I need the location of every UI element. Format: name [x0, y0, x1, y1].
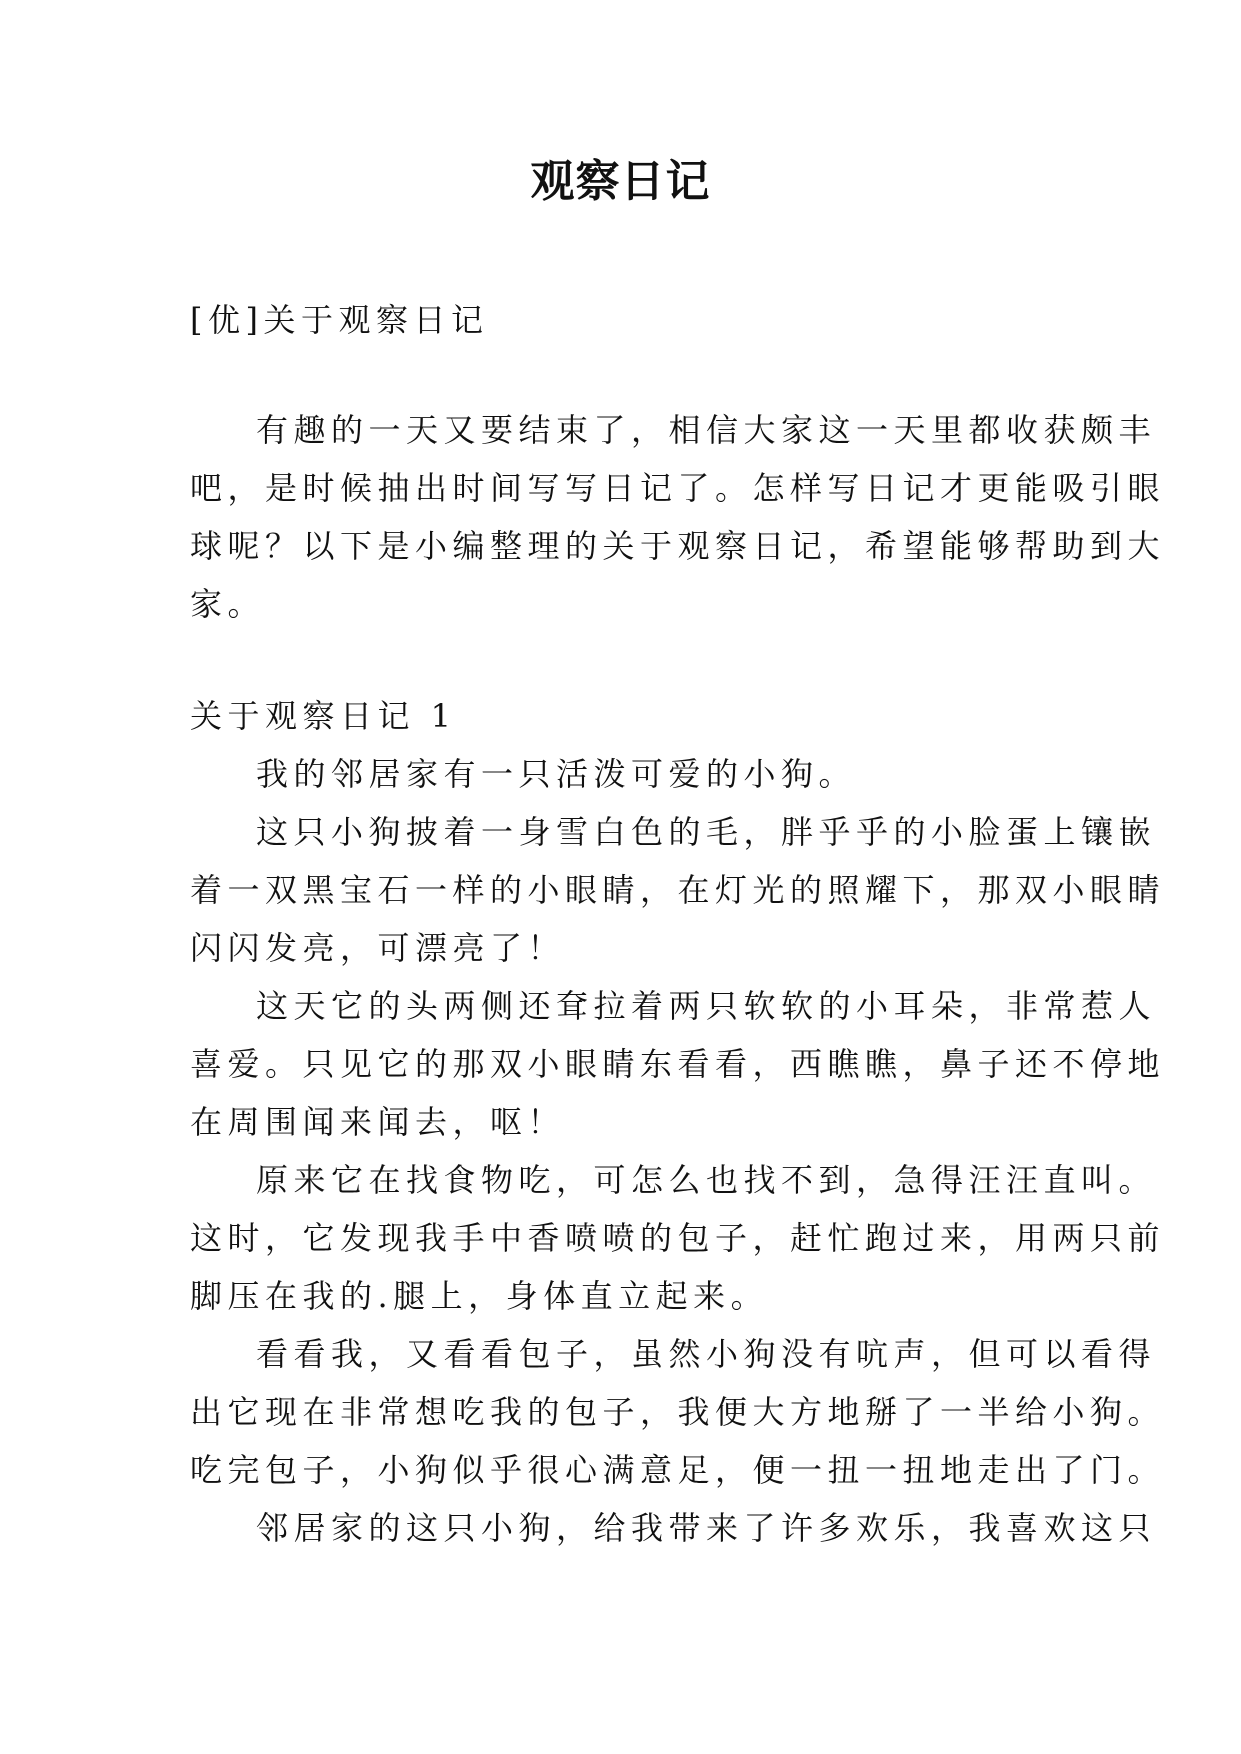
body-line: 我的邻居家有一只活泼可爱的小狗。 — [256, 755, 857, 793]
intro-line: 有趣的一天又要结束了，相信大家这一天里都收获颇丰 — [256, 411, 1157, 449]
body-line: 看看我，又看看包子，虽然小狗没有吭声，但可以看得 — [256, 1335, 1157, 1373]
body-line: 在周围闻来闻去，呕！ — [190, 1103, 566, 1141]
section-heading: 关于观察日记 1 — [190, 697, 457, 735]
body-line: 着一双黑宝石一样的小眼睛，在灯光的照耀下，那双小眼睛 — [190, 871, 1166, 909]
body-line: 这天它的头两侧还耷拉着两只软软的小耳朵，非常惹人 — [256, 987, 1157, 1025]
body-line: 这时，它发现我手中香喷喷的包子，赶忙跑过来，用两只前 — [190, 1219, 1166, 1257]
body-line: 出它现在非常想吃我的包子，我便大方地掰了一半给小狗。 — [190, 1393, 1166, 1431]
body-line: 原来它在找食物吃，可怎么也找不到，急得汪汪直叫。 — [256, 1161, 1157, 1199]
document-title: 观察日记 — [530, 156, 711, 207]
body-line: 这只小狗披着一身雪白色的毛，胖乎乎的小脸蛋上镶嵌 — [256, 813, 1157, 851]
body-line: 吃完包子，小狗似乎很心满意足，便一扭一扭地走出了门。 — [190, 1451, 1166, 1489]
intro-line: 家。 — [190, 585, 266, 623]
body-line: 脚压在我的.腿上，身体直立起来。 — [190, 1277, 769, 1315]
document-subtitle: [优]关于观察日记 — [190, 301, 489, 339]
intro-line: 球呢？以下是小编整理的关于观察日记，希望能够帮助到大 — [190, 527, 1166, 565]
body-line: 喜爱。只见它的那双小眼睛东看看，西瞧瞧，鼻子还不停地 — [190, 1045, 1166, 1083]
intro-line: 吧，是时候抽出时间写写日记了。怎样写日记才更能吸引眼 — [190, 469, 1166, 507]
body-line: 邻居家的这只小狗，给我带来了许多欢乐，我喜欢这只 — [256, 1509, 1157, 1547]
body-line: 闪闪发亮，可漂亮了！ — [190, 929, 566, 967]
